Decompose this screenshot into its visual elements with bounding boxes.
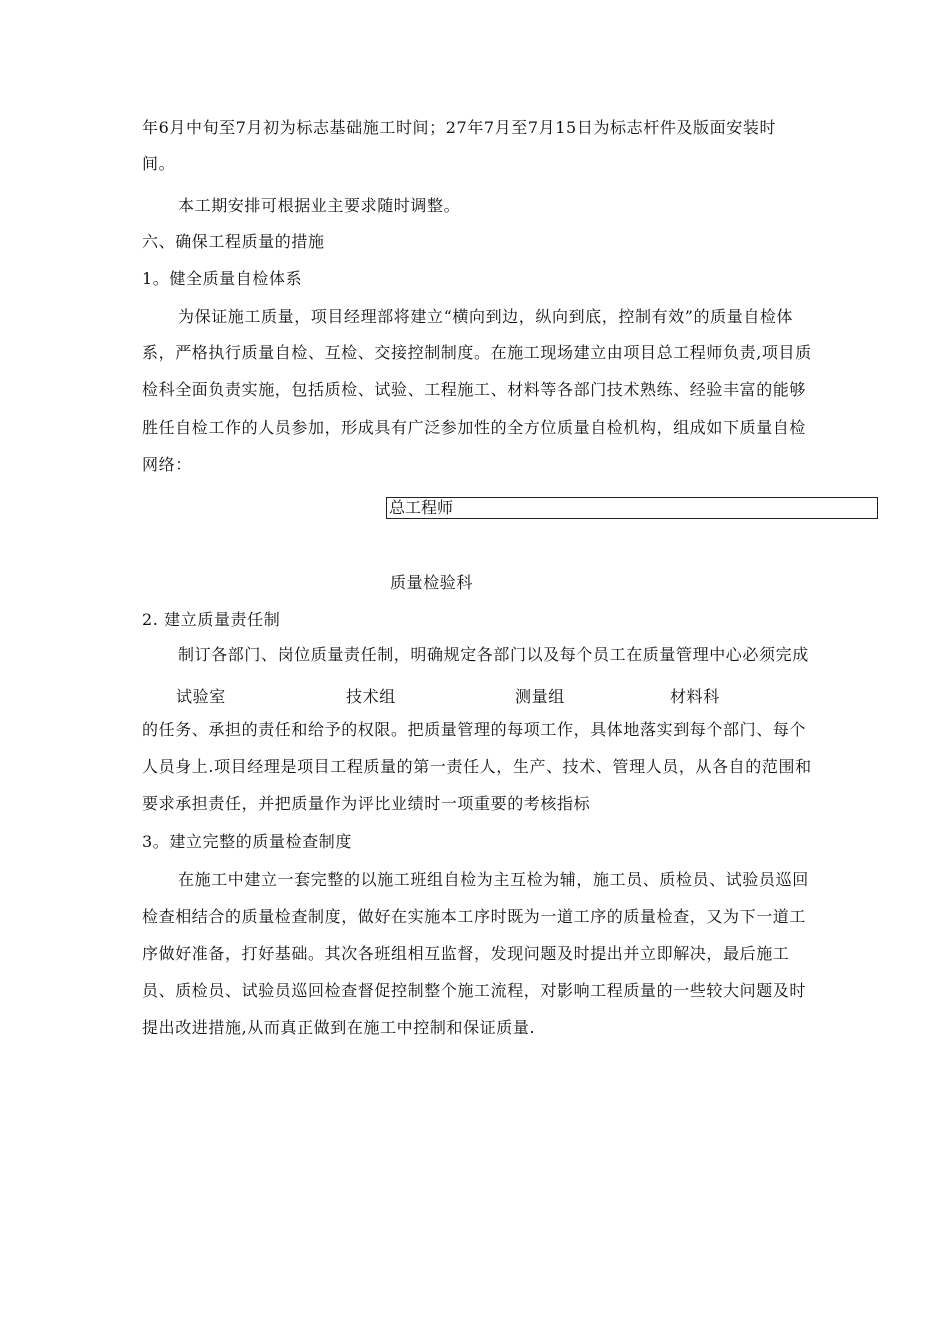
org-chart-top-box: 总工程师 [386,497,878,519]
para4-line3: 人员身上.项目经理是项目工程质量的第一责任人，生产、技术、管理人员，从各自的范围和 [142,757,812,776]
para4-line2: 的任务、承担的责任和给予的权限。把质量管理的每项工作，具体地落实到每个部门、每个 [142,720,807,739]
sub2-heading: 2. 建立质量责任制 [142,610,281,629]
para3-line4: 胜任自检工作的人员参加，形成具有广泛参加性的全方位质量自检机构，组成如下质量自检 [142,418,807,437]
org-chart-bottom-item: 测量组 [515,687,565,706]
para4-line1: 制订各部门、岗位质量责任制，明确规定各部门以及每个员工在质量管理中心必须完成 [178,645,809,664]
sub3-heading: 3。建立完整的质量检查制度 [142,832,352,851]
org-chart-bottom-item: 试验室 [176,687,226,706]
para5-line2: 检查相结合的质量检查制度，做好在实施本工序时既为一道工序的质量检查，又为下一道工 [142,907,807,926]
para5-line5: 提出改进措施,从而真正做到在施工中控制和保证质量. [142,1018,536,1037]
para3-line3: 检科全面负责实施，包括质检、试验、工程施工、材料等各部门技术熟练、经验丰富的能够 [142,380,807,399]
para4-line4: 要求承担责任，并把质量作为评比业绩时一项重要的考核指标 [142,794,591,813]
para3-line5: 网络： [142,455,192,474]
org-chart-bottom-item: 技术组 [346,687,396,706]
org-chart-middle-label: 质量检验科 [390,573,474,592]
para5-line1: 在施工中建立一套完整的以施工班组自检为主互检为辅，施工员、质检员、试验员巡回 [178,870,809,889]
para1-line1: 年6月中旬至7月初为标志基础施工时间；27年7月至7月15日为标志杆件及版面安装时 [142,118,777,137]
section6-heading: 六、确保工程质量的措施 [142,232,325,251]
para5-line3: 序做好准备，打好基础。其次各班组相互监督，发现问题及时提出并立即解决，最后施工 [142,944,790,963]
sub1-heading: 1。健全质量自检体系 [142,269,303,288]
para5-line4: 员、质检员、试验员巡回检查督促控制整个施工流程，对影响工程质量的一些较大问题及时 [142,981,807,1000]
para3-line1: 为保证施工质量，项目经理部将建立“横向到边，纵向到底，控制有效”的质量自检体 [178,307,794,326]
para2-text: 本工期安排可根据业主要求随时调整。 [178,196,461,215]
para3-line2: 系，严格执行质量自检、互检、交接控制制度。在施工现场建立由项目总工程师负责,项目质 [142,343,812,362]
para1-line2: 间。 [142,154,176,173]
org-chart-bottom-item: 材料科 [670,687,720,706]
